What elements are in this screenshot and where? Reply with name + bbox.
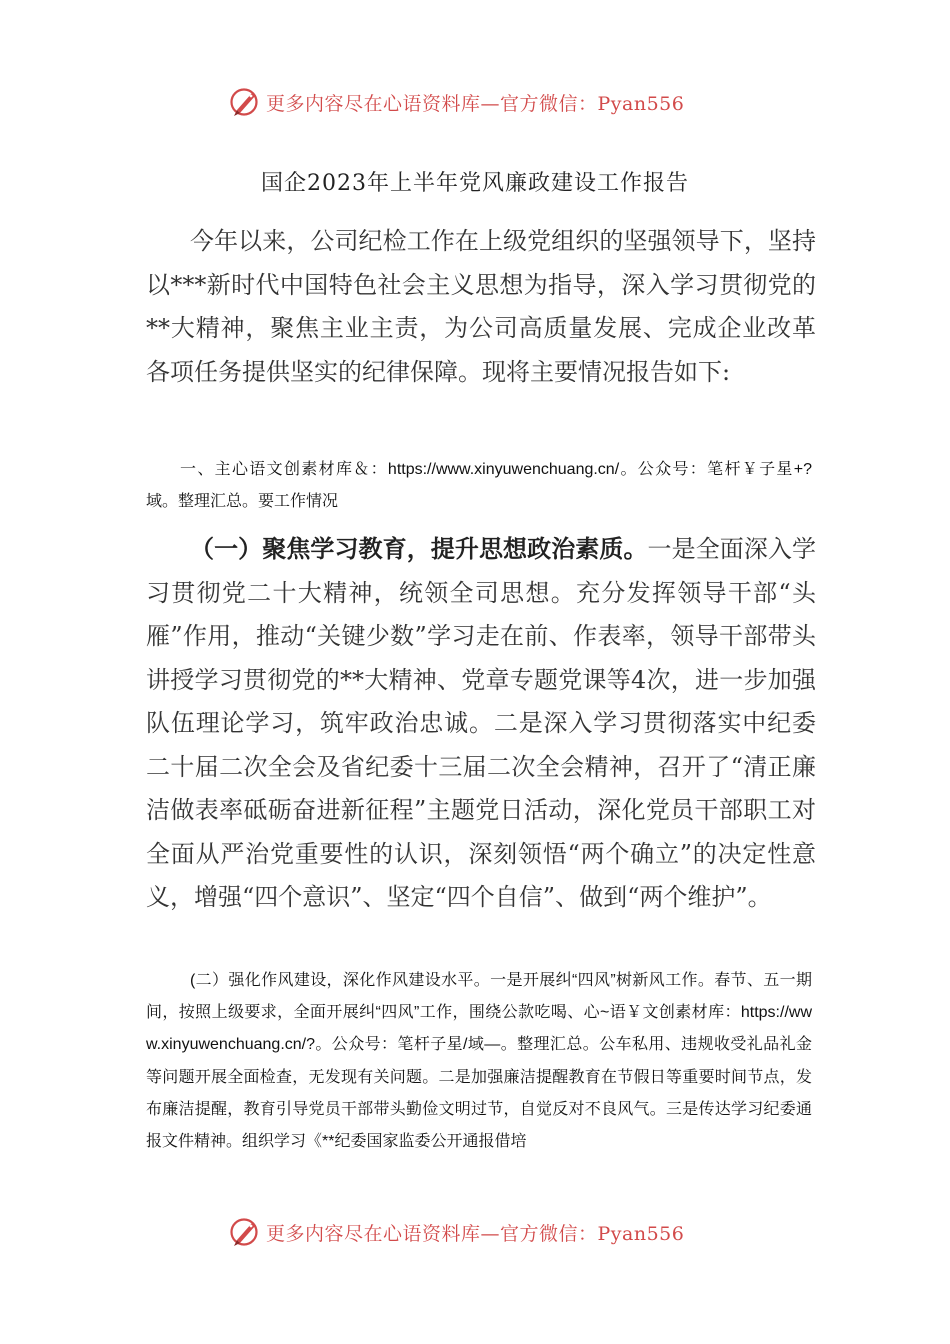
section-two-paragraph: (二）强化作风建设，深化作风建设水平。一是开展纠“四风”树新风工作。春节、五一期间，按照上级要求，全面开展纠“四风”工作，围绕公款吃喝、心~语￥文创素材库：https://www.xinyuwenchuang.cn/?。公众号：笔杆子星/域—。整理汇总。公车私用、违规收受礼品礼金等问题开展全面检查，无发现有关问题。二是加强廉洁提醒教育在节假日等重要时间节点，发布廉洁提醒，教育引导党员干部带头勤俭文明过节，自觉反对不良风气。三是传达学习纪委通报文件精神。组织学习《**纪委国家监委公开通报借培 <box>146 972 812 1151</box>
pen-nib-circle-icon <box>228 85 262 119</box>
intro-paragraph: 今年以来，公司纪检工作在上级党组织的坚强领导下，坚持以***新时代中国特色社会主义思想为指导，深入学习贯彻党的**大精神，聚焦主业主责，为公司高质量发展、完成企业改革各项任务提供坚实的纪律保障。现将主要情况报告如下: <box>146 227 816 386</box>
section-one-body: 一是全面深入学习贯彻党二十大精神，统领全司思想。充分发挥领导干部“头雁”作用，推动“关键少数”学习走在前、作表率，领导干部带头讲授学习贯彻党的**大精神、党章专题党课等4次，进一步加强队伍理论学习，筑牢政治忠诚。二是深入学习贯彻落实中纪委二十届二次全会及省纪委十三届二次全会精神，召开了“清正廉洁做表率砥砺奋进新征程”主题党日活动，深化党员干部职工对全面从严治党重要性的认识，深刻领悟“两个确立”的决定性意义，增强“四个意识”、坚定“四个自信”、做到“两个维护”。 <box>146 535 817 911</box>
section-one-paragraph <box>146 527 816 920</box>
pen-nib-circle-icon <box>228 1215 262 1249</box>
section-heading-one: 一、主心语文创素材库＆：https://www.xinyuwenchuang.cn/。公众号：笔杆￥子星+?域。整理汇总。要工作情况 <box>146 461 812 510</box>
document-title: 国企2023年上半年党风廉政建设工作报告 <box>261 171 689 196</box>
section-one-lead: （一）聚焦学习教育，提升思想政治素质。 <box>190 534 648 563</box>
banner-text: 更多内容尽在心语资料库—官方微信：Pyan556 <box>266 92 685 115</box>
watermark-banner-top <box>228 82 684 122</box>
watermark-banner-bottom <box>228 1212 684 1252</box>
banner-text: 更多内容尽在心语资料库—官方微信：Pyan556 <box>266 1222 685 1245</box>
